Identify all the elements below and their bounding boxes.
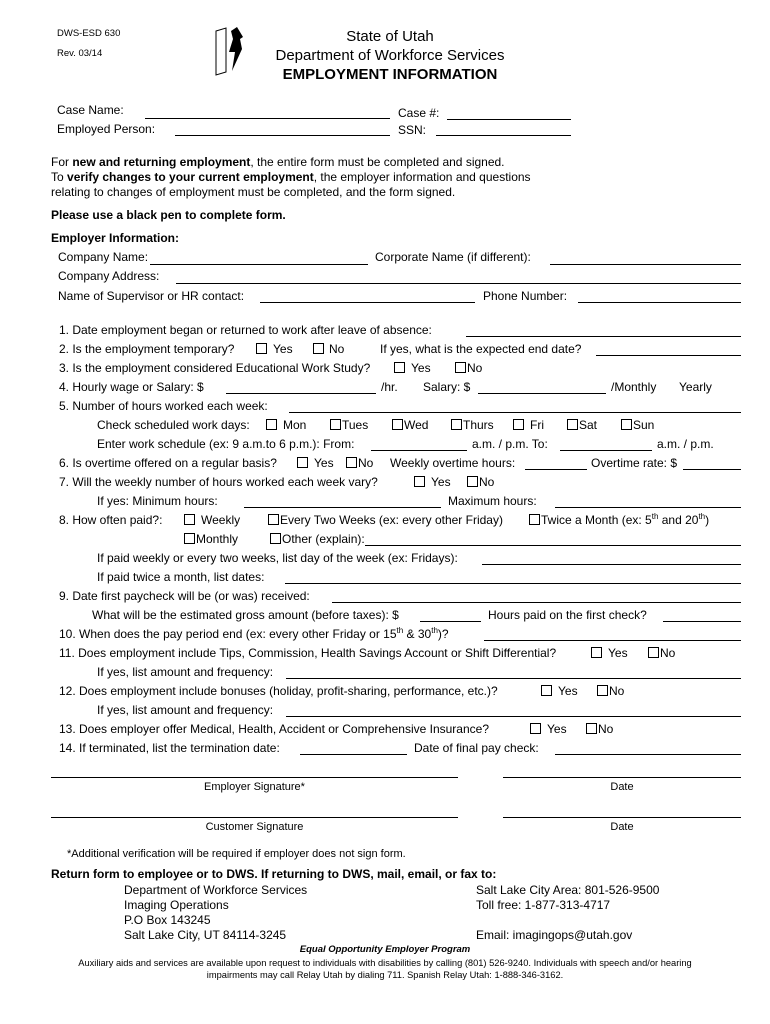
- supervisor-field[interactable]: [260, 302, 475, 303]
- q6-yes-label: Yes: [314, 456, 334, 470]
- day-sun-checkbox[interactable]: [621, 419, 632, 430]
- day-sat-label: Sat: [579, 418, 598, 432]
- q8-weekly-label: Weekly: [201, 513, 241, 527]
- q8-other-label: Other (explain):: [282, 532, 365, 546]
- state-name: State of Utah: [346, 28, 434, 45]
- q8-weekly-checkbox[interactable]: [184, 514, 195, 525]
- return-email: Email: imagingops@utah.gov: [476, 928, 633, 942]
- q6-no-checkbox[interactable]: [346, 457, 357, 468]
- q5-from-field[interactable]: [371, 450, 467, 451]
- q8-dates-label: If paid twice a month, list dates:: [97, 570, 265, 584]
- q4-monthly-label: /Monthly: [611, 380, 657, 394]
- q7-max-hours-label: Maximum hours:: [448, 494, 537, 508]
- employer-date-line[interactable]: [503, 777, 741, 778]
- case-name-field[interactable]: [145, 118, 390, 119]
- intro-line-3: relating to changes of employment must be completed, and the form signed.: [51, 185, 456, 199]
- q9-hours-field[interactable]: [663, 621, 741, 622]
- q5-ampm-to-label: a.m. / p.m. To:: [472, 437, 548, 451]
- q8-other-field[interactable]: [365, 545, 741, 546]
- q9-gross-label: What will be the estimated gross amount (before taxes): $: [92, 608, 399, 622]
- company-address-label: Company Address:: [58, 269, 160, 283]
- corporate-name-label: Corporate Name (if different):: [375, 250, 531, 264]
- ssn-field[interactable]: [436, 135, 571, 136]
- q6-ot-rate-field[interactable]: [683, 469, 741, 470]
- customer-date-label: Date: [610, 821, 634, 833]
- q5-to-field[interactable]: [560, 450, 652, 451]
- q11-label: 11. Does employment include Tips, Commission, Health Savings Account or Shift Differential?: [59, 646, 557, 660]
- toll-free-phone: Toll free: 1-877-313-4717: [476, 898, 611, 912]
- day-sat-checkbox[interactable]: [567, 419, 578, 430]
- day-fri-checkbox[interactable]: [513, 419, 524, 430]
- company-name-field[interactable]: [150, 264, 368, 265]
- q4-salary-label: Salary: $: [423, 380, 471, 394]
- form-id: DWS-ESD 630: [57, 28, 121, 39]
- q11-no-label: No: [660, 646, 676, 660]
- revision-date: Rev. 03/14: [57, 48, 103, 59]
- q7-yes-checkbox[interactable]: [414, 476, 425, 487]
- q13-yes-checkbox[interactable]: [530, 723, 541, 734]
- day-mon-label: Mon: [283, 418, 307, 432]
- q3-no-label: No: [467, 361, 483, 375]
- q7-max-hours-field[interactable]: [555, 507, 741, 508]
- q8-monthly-checkbox[interactable]: [184, 533, 195, 544]
- q11-yes-label: Yes: [608, 646, 628, 660]
- employer-signature-line[interactable]: [51, 777, 458, 778]
- q7-no-label: No: [479, 475, 495, 489]
- q4-salary-field[interactable]: [478, 393, 606, 394]
- q7-yes-label: Yes: [431, 475, 451, 489]
- pen-instruction: Please use a black pen to complete form.: [51, 208, 286, 222]
- employer-signature-label: Employer Signature*: [204, 781, 305, 793]
- day-thurs-label: Thurs: [463, 418, 494, 432]
- q8-weekday-field[interactable]: [482, 564, 741, 565]
- q4-hourly-field[interactable]: [226, 393, 376, 394]
- q13-label: 13. Does employer offer Medical, Health, Accident or Comprehensive Insurance?: [59, 722, 490, 736]
- q5-schedule-from-label: Enter work schedule (ex: 9 a.m.to 6 p.m.): From:: [97, 437, 355, 451]
- q2-no-checkbox[interactable]: [313, 343, 324, 354]
- q8-twice-month-checkbox[interactable]: [529, 514, 540, 525]
- q13-no-checkbox[interactable]: [586, 723, 597, 734]
- return-address-line-4: Salt Lake City, UT 84114-3245: [124, 928, 287, 942]
- day-sun-label: Sun: [633, 418, 655, 432]
- q6-ot-rate-label: Overtime rate: $: [591, 456, 678, 470]
- q8-weekday-label: If paid weekly or every two weeks, list day of the week (ex: Fridays):: [97, 551, 458, 565]
- phone-number-field[interactable]: [578, 302, 741, 303]
- q2-label: 2. Is the employment temporary?: [59, 342, 235, 356]
- q8-every-two-weeks-checkbox[interactable]: [268, 514, 279, 525]
- q14-final-pay-label: Date of final pay check:: [414, 741, 539, 755]
- ssn-label: SSN:: [398, 123, 427, 137]
- q3-yes-label: Yes: [411, 361, 431, 375]
- q5-hours-field[interactable]: [289, 412, 741, 413]
- employer-info-heading: Employer Information:: [51, 231, 180, 245]
- q3-no-checkbox[interactable]: [455, 362, 466, 373]
- q11-yes-checkbox[interactable]: [591, 647, 602, 658]
- q10-label: 10. When does the pay period end (ex: every other Friday or 15th & 30th)?: [59, 626, 449, 641]
- day-wed-checkbox[interactable]: [392, 419, 403, 430]
- q4-hr-label: /hr.: [381, 380, 398, 394]
- q2-no-label: No: [329, 342, 345, 356]
- intro-line-2: To verify changes to your current employment, the employer information and questions: [51, 170, 531, 184]
- q6-ot-hours-field[interactable]: [525, 469, 587, 470]
- q12-yes-label: Yes: [558, 684, 578, 698]
- q4-label: 4. Hourly wage or Salary: $: [59, 380, 204, 394]
- q3-yes-checkbox[interactable]: [394, 362, 405, 373]
- q8-twice-month-label: Twice a Month (ex: 5th and 20th): [541, 512, 710, 527]
- q13-yes-label: Yes: [547, 722, 567, 736]
- q9-label: 9. Date first paycheck will be (or was) received:: [59, 589, 310, 603]
- q7-min-hours-field[interactable]: [244, 507, 441, 508]
- q9-gross-field[interactable]: [420, 621, 481, 622]
- customer-signature-label: Customer Signature: [205, 821, 304, 833]
- aux-aids-line-1: Auxiliary aids and services are available upon request to individuals with disabilities by calling (801) 526-9240. Individuals with speech and/or hearing: [78, 958, 692, 968]
- day-mon-checkbox[interactable]: [266, 419, 277, 430]
- q8-label: 8. How often paid?:: [59, 513, 163, 527]
- company-address-field[interactable]: [176, 283, 741, 284]
- q12-label: 12. Does employment include bonuses (holiday, profit-sharing, performance, etc.)?: [59, 684, 498, 698]
- q12-no-checkbox[interactable]: [597, 685, 608, 696]
- intro-line-1: For new and returning employment, the entire form must be completed and signed.: [51, 155, 505, 169]
- customer-date-line[interactable]: [503, 817, 741, 818]
- return-address-line-3: P.O Box 143245: [124, 913, 211, 927]
- form-title: EMPLOYMENT INFORMATION: [282, 66, 498, 83]
- q7-min-hours-label: If yes: Minimum hours:: [97, 494, 218, 508]
- q12-yes-checkbox[interactable]: [541, 685, 552, 696]
- return-heading: Return form to employee or to DWS. If returning to DWS, mail, email, or fax to:: [51, 867, 497, 881]
- q12-list-field[interactable]: [286, 716, 741, 717]
- return-address-line-2: Imaging Operations: [124, 898, 229, 912]
- day-fri-label: Fri: [530, 418, 544, 432]
- verification-note: *Additional verification will be required if employer does not sign form.: [67, 848, 406, 860]
- q11-list-label: If yes, list amount and frequency:: [97, 665, 274, 679]
- supervisor-label: Name of Supervisor or HR contact:: [58, 289, 245, 303]
- case-number-label: Case #:: [398, 106, 440, 120]
- q11-no-checkbox[interactable]: [648, 647, 659, 658]
- q2-end-date-label: If yes, what is the expected end date?: [380, 342, 582, 356]
- q7-no-checkbox[interactable]: [467, 476, 478, 487]
- q3-label: 3. Is the employment considered Educational Work Study?: [59, 361, 371, 375]
- day-tues-label: Tues: [342, 418, 369, 432]
- department-name: Department of Workforce Services: [275, 47, 505, 64]
- employed-person-label: Employed Person:: [57, 122, 156, 136]
- q4-yearly-label: Yearly: [679, 380, 712, 394]
- q12-list-label: If yes, list amount and frequency:: [97, 703, 274, 717]
- day-thurs-checkbox[interactable]: [451, 419, 462, 430]
- q14-label: 14. If terminated, list the termination date:: [59, 741, 280, 755]
- q14-final-pay-field[interactable]: [555, 754, 741, 755]
- aux-aids-line-2: impairments may call Relay Utah by dialing 711. Spanish Relay Utah: 1-888-346-3162.: [206, 970, 564, 980]
- employed-person-field[interactable]: [175, 135, 390, 136]
- q8-dates-field[interactable]: [285, 583, 741, 584]
- q1-label: 1. Date employment began or returned to work after leave of absence:: [59, 323, 432, 337]
- employer-date-label: Date: [610, 781, 634, 793]
- phone-number-label: Phone Number:: [483, 289, 568, 303]
- q8-monthly-label: Monthly: [196, 532, 239, 546]
- q6-label: 6. Is overtime offered on a regular basis?: [59, 456, 277, 470]
- day-wed-label: Wed: [404, 418, 429, 432]
- return-address-line-1: Department of Workforce Services: [124, 883, 308, 897]
- q2-yes-label: Yes: [273, 342, 293, 356]
- company-name-label: Company Name:: [58, 250, 149, 264]
- q5-ampm-label: a.m. / p.m.: [657, 437, 714, 451]
- q8-every-two-weeks-label: Every Two Weeks (ex: every other Friday): [280, 513, 503, 527]
- eoe-program: Equal Opportunity Employer Program: [299, 944, 471, 955]
- case-number-field[interactable]: [447, 119, 571, 120]
- day-tues-checkbox[interactable]: [330, 419, 341, 430]
- q7-label: 7. Will the weekly number of hours worked each week vary?: [59, 475, 378, 489]
- q13-no-label: No: [598, 722, 614, 736]
- q9-date-field[interactable]: [332, 602, 741, 603]
- q12-no-label: No: [609, 684, 625, 698]
- q2-end-date-field[interactable]: [596, 355, 741, 356]
- q10-field[interactable]: [484, 640, 741, 641]
- q2-yes-checkbox[interactable]: [256, 343, 267, 354]
- q5-schedule-label: Check scheduled work days:: [97, 418, 250, 432]
- q6-no-label: No: [358, 456, 374, 470]
- corporate-name-field[interactable]: [550, 264, 741, 265]
- q6-weekly-ot-label: Weekly overtime hours:: [390, 456, 516, 470]
- case-name-label: Case Name:: [57, 103, 124, 117]
- slc-phone: Salt Lake City Area: 801-526-9500: [476, 883, 660, 897]
- q6-yes-checkbox[interactable]: [297, 457, 308, 468]
- q11-list-field[interactable]: [286, 678, 741, 679]
- customer-signature-line[interactable]: [51, 817, 458, 818]
- q5-label: 5. Number of hours worked each week:: [59, 399, 268, 413]
- q9-hours-label: Hours paid on the first check?: [488, 608, 647, 622]
- q14-termination-field[interactable]: [300, 754, 407, 755]
- q1-date-field[interactable]: [466, 336, 741, 337]
- q8-other-checkbox[interactable]: [270, 533, 281, 544]
